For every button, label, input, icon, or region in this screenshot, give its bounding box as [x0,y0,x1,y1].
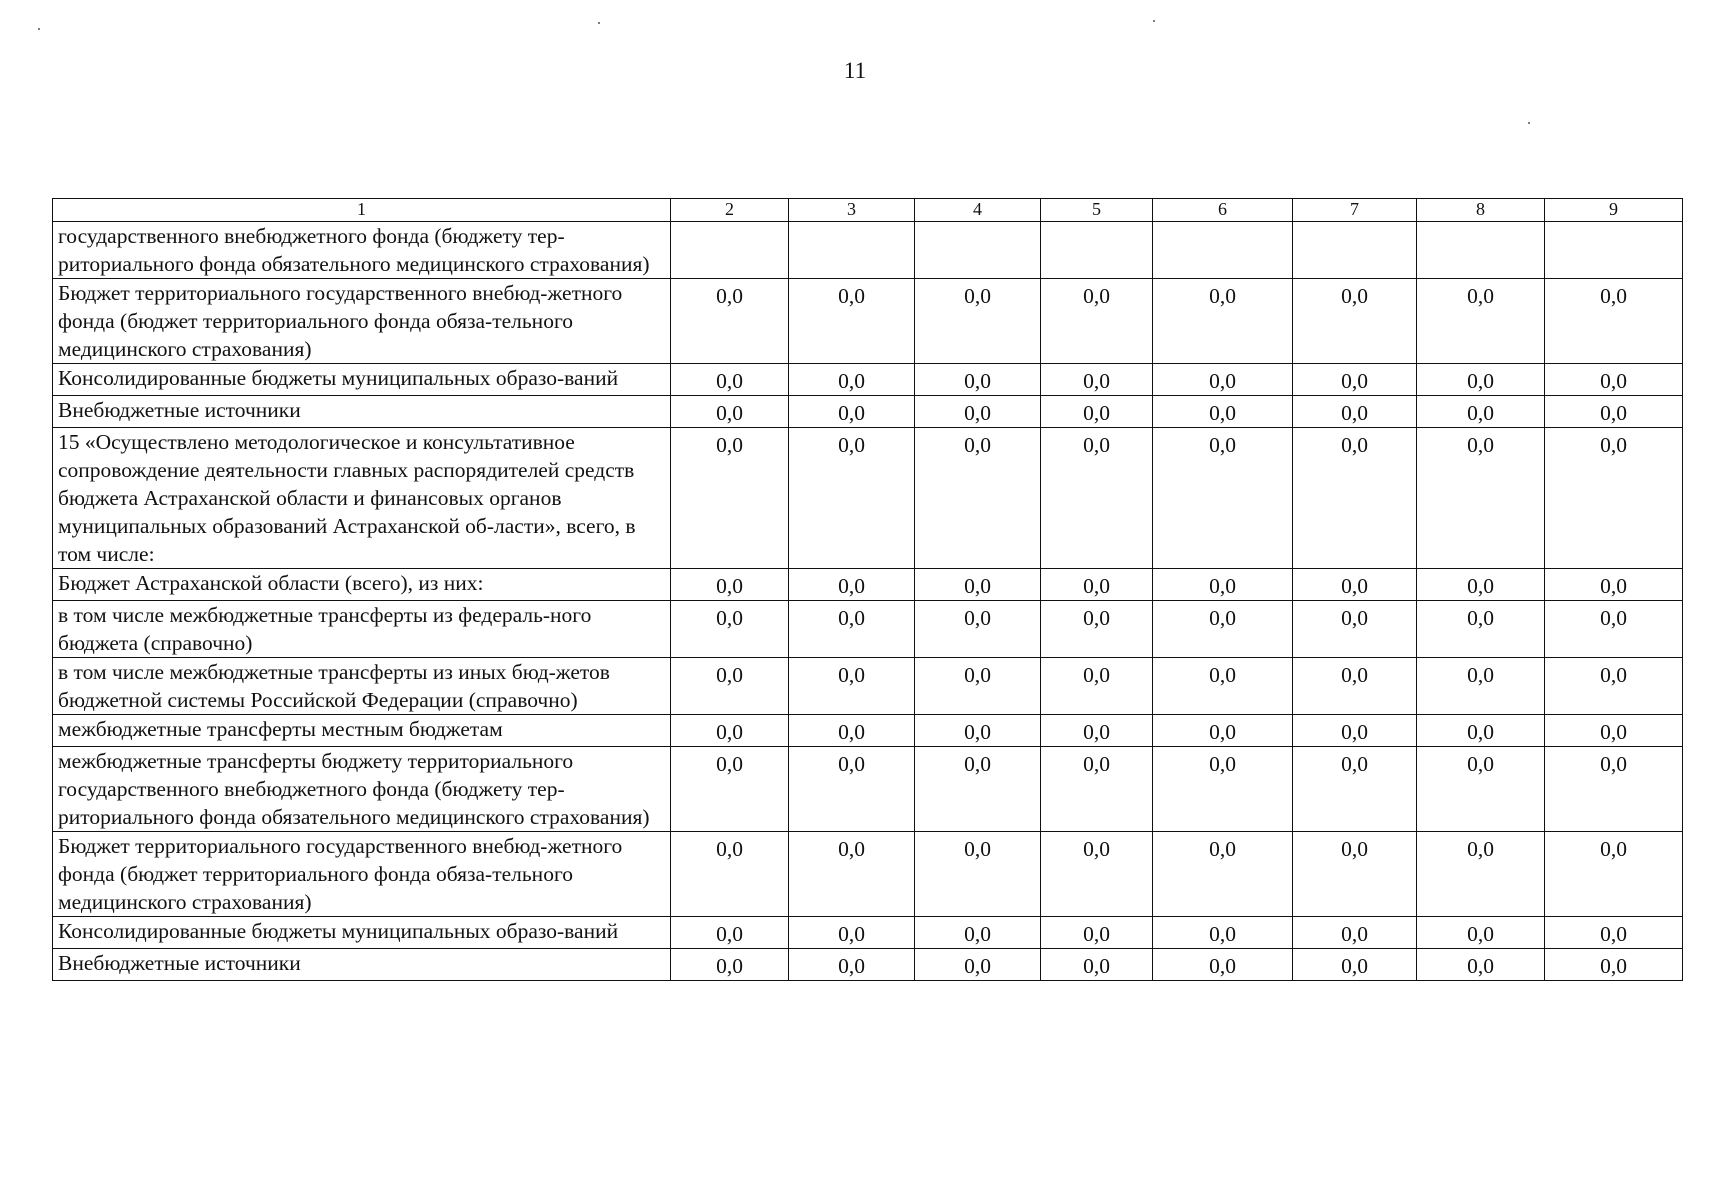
column-header-6: 6 [1153,199,1293,222]
value-cell-col-7: 0,0 [1293,428,1417,569]
value-cell-col-4: 0,0 [915,428,1041,569]
value-cell-col-8: 0,0 [1417,601,1545,658]
row-label: межбюджетные трансферты местным бюджетам [53,715,671,747]
table-row [53,917,1683,949]
row-label: 15 «Осуществлено методологическое и консультативное сопровождение деятельности главных распорядителей средств бюджета Астраханской области и финансовых органов муниципальных образований Астраханской об-ласти», всего, в том числе: [53,428,671,569]
value-cell-col-2: 0,0 [671,917,789,949]
page-number: 11 [843,58,867,83]
value-cell-col-2: 0,0 [671,658,789,715]
value-cell-col-6: 0,0 [1153,832,1293,917]
value-cell-col-5: 0,0 [1041,364,1153,396]
value-cell-col-7: 0,0 [1293,832,1417,917]
row-label: Внебюджетные источники [53,949,671,981]
value-cell-col-8: 0,0 [1417,832,1545,917]
value-cell-col-5: 0,0 [1041,917,1153,949]
value-cell-col-6: 0,0 [1153,949,1293,981]
table-row [53,747,1683,832]
value-cell-col-9: 0,0 [1545,569,1683,601]
value-cell-col-9 [1545,222,1683,279]
value-cell-col-7: 0,0 [1293,747,1417,832]
value-cell-col-7: 0,0 [1293,364,1417,396]
value-cell-col-4: 0,0 [915,715,1041,747]
table-row [53,949,1683,981]
column-header-8: 8 [1417,199,1545,222]
value-cell-col-4: 0,0 [915,832,1041,917]
column-header-7: 7 [1293,199,1417,222]
row-label: Консолидированные бюджеты муниципальных образо-ваний [53,917,671,949]
value-cell-col-7: 0,0 [1293,279,1417,364]
value-cell-col-3: 0,0 [789,279,915,364]
row-label: межбюджетные трансферты бюджету территориального государственного внебюджетного фонда (бюджету тер-риториального фонда обязательного медицинского страхования) [53,747,671,832]
value-cell-col-8: 0,0 [1417,428,1545,569]
value-cell-col-5: 0,0 [1041,569,1153,601]
column-header-4: 4 [915,199,1041,222]
value-cell-col-6: 0,0 [1153,917,1293,949]
value-cell-col-2: 0,0 [671,428,789,569]
value-cell-col-6: 0,0 [1153,715,1293,747]
value-cell-col-9: 0,0 [1545,396,1683,428]
value-cell-col-3 [789,222,915,279]
value-cell-col-3: 0,0 [789,396,915,428]
value-cell-col-7: 0,0 [1293,601,1417,658]
value-cell-col-3: 0,0 [789,428,915,569]
value-cell-col-7 [1293,222,1417,279]
value-cell-col-4: 0,0 [915,658,1041,715]
value-cell-col-8: 0,0 [1417,658,1545,715]
value-cell-col-8: 0,0 [1417,569,1545,601]
value-cell-col-5: 0,0 [1041,949,1153,981]
value-cell-col-8: 0,0 [1417,747,1545,832]
table-row [53,715,1683,747]
column-header-5: 5 [1041,199,1153,222]
value-cell-col-5 [1041,222,1153,279]
value-cell-col-5: 0,0 [1041,658,1153,715]
table-row [53,601,1683,658]
table-row [53,279,1683,364]
value-cell-col-5: 0,0 [1041,279,1153,364]
scan-speck [1153,20,1155,22]
value-cell-col-7: 0,0 [1293,949,1417,981]
header-row [53,199,1683,222]
value-cell-col-3: 0,0 [789,715,915,747]
column-header-2: 2 [671,199,789,222]
value-cell-col-6: 0,0 [1153,658,1293,715]
value-cell-col-6: 0,0 [1153,279,1293,364]
row-label: Внебюджетные источники [53,396,671,428]
value-cell-col-5: 0,0 [1041,832,1153,917]
value-cell-col-2: 0,0 [671,601,789,658]
value-cell-col-8: 0,0 [1417,364,1545,396]
value-cell-col-9: 0,0 [1545,715,1683,747]
value-cell-col-3: 0,0 [789,949,915,981]
value-cell-col-5: 0,0 [1041,396,1153,428]
value-cell-col-6: 0,0 [1153,747,1293,832]
value-cell-col-8: 0,0 [1417,396,1545,428]
value-cell-col-4: 0,0 [915,396,1041,428]
value-cell-col-3: 0,0 [789,658,915,715]
value-cell-col-9: 0,0 [1545,428,1683,569]
value-cell-col-6: 0,0 [1153,569,1293,601]
table-row [53,364,1683,396]
row-label: Бюджет Астраханской области (всего), из них: [53,569,671,601]
value-cell-col-2: 0,0 [671,364,789,396]
value-cell-col-4: 0,0 [915,747,1041,832]
value-cell-col-6 [1153,222,1293,279]
value-cell-col-5: 0,0 [1041,715,1153,747]
table-row [53,569,1683,601]
column-header-9: 9 [1545,199,1683,222]
value-cell-col-4: 0,0 [915,364,1041,396]
value-cell-col-5: 0,0 [1041,601,1153,658]
column-header-1: 1 [53,199,671,222]
row-label: Бюджет территориального государственного внебюд-жетного фонда (бюджет территориального фонда обяза-тельного медицинского страхования) [53,832,671,917]
value-cell-col-2 [671,222,789,279]
row-label: в том числе межбюджетные трансферты из иных бюд-жетов бюджетной системы Российской Федерации (справочно) [53,658,671,715]
value-cell-col-4: 0,0 [915,601,1041,658]
value-cell-col-3: 0,0 [789,569,915,601]
value-cell-col-7: 0,0 [1293,917,1417,949]
value-cell-col-6: 0,0 [1153,601,1293,658]
value-cell-col-2: 0,0 [671,715,789,747]
value-cell-col-5: 0,0 [1041,747,1153,832]
scan-speck [1528,122,1530,124]
value-cell-col-2: 0,0 [671,396,789,428]
value-cell-col-4: 0,0 [915,569,1041,601]
value-cell-col-9: 0,0 [1545,832,1683,917]
value-cell-col-9: 0,0 [1545,279,1683,364]
value-cell-col-6: 0,0 [1153,396,1293,428]
value-cell-col-8 [1417,222,1545,279]
table-row [53,222,1683,279]
row-label: Консолидированные бюджеты муниципальных образо-ваний [53,364,671,396]
value-cell-col-2: 0,0 [671,747,789,832]
table-row [53,396,1683,428]
column-header-3: 3 [789,199,915,222]
value-cell-col-8: 0,0 [1417,949,1545,981]
value-cell-col-2: 0,0 [671,832,789,917]
value-cell-col-7: 0,0 [1293,569,1417,601]
value-cell-col-3: 0,0 [789,747,915,832]
value-cell-col-9: 0,0 [1545,364,1683,396]
value-cell-col-7: 0,0 [1293,658,1417,715]
value-cell-col-2: 0,0 [671,949,789,981]
row-label: Бюджет территориального государственного внебюд-жетного фонда (бюджет территориального фонда обяза-тельного медицинского страхования) [53,279,671,364]
scan-speck [38,28,40,30]
value-cell-col-7: 0,0 [1293,396,1417,428]
value-cell-col-9: 0,0 [1545,658,1683,715]
value-cell-col-3: 0,0 [789,364,915,396]
value-cell-col-5: 0,0 [1041,428,1153,569]
value-cell-col-9: 0,0 [1545,747,1683,832]
value-cell-col-9: 0,0 [1545,601,1683,658]
value-cell-col-4 [915,222,1041,279]
value-cell-col-7: 0,0 [1293,715,1417,747]
value-cell-col-2: 0,0 [671,569,789,601]
row-label: в том числе межбюджетные трансферты из федераль-ного бюджета (справочно) [53,601,671,658]
budget-table [52,198,1683,981]
value-cell-col-3: 0,0 [789,832,915,917]
value-cell-col-4: 0,0 [915,917,1041,949]
value-cell-col-3: 0,0 [789,601,915,658]
value-cell-col-6: 0,0 [1153,364,1293,396]
table-row [53,832,1683,917]
value-cell-col-4: 0,0 [915,279,1041,364]
table-body [53,222,1683,981]
scan-speck [598,22,600,24]
value-cell-col-9: 0,0 [1545,917,1683,949]
table-header [53,199,1683,222]
table-row [53,428,1683,569]
value-cell-col-3: 0,0 [789,917,915,949]
value-cell-col-4: 0,0 [915,949,1041,981]
table-row [53,658,1683,715]
value-cell-col-9: 0,0 [1545,949,1683,981]
value-cell-col-6: 0,0 [1153,428,1293,569]
value-cell-col-8: 0,0 [1417,279,1545,364]
value-cell-col-8: 0,0 [1417,917,1545,949]
row-label: государственного внебюджетного фонда (бюджету тер-риториального фонда обязательного медицинского страхования) [53,222,671,279]
value-cell-col-2: 0,0 [671,279,789,364]
value-cell-col-8: 0,0 [1417,715,1545,747]
